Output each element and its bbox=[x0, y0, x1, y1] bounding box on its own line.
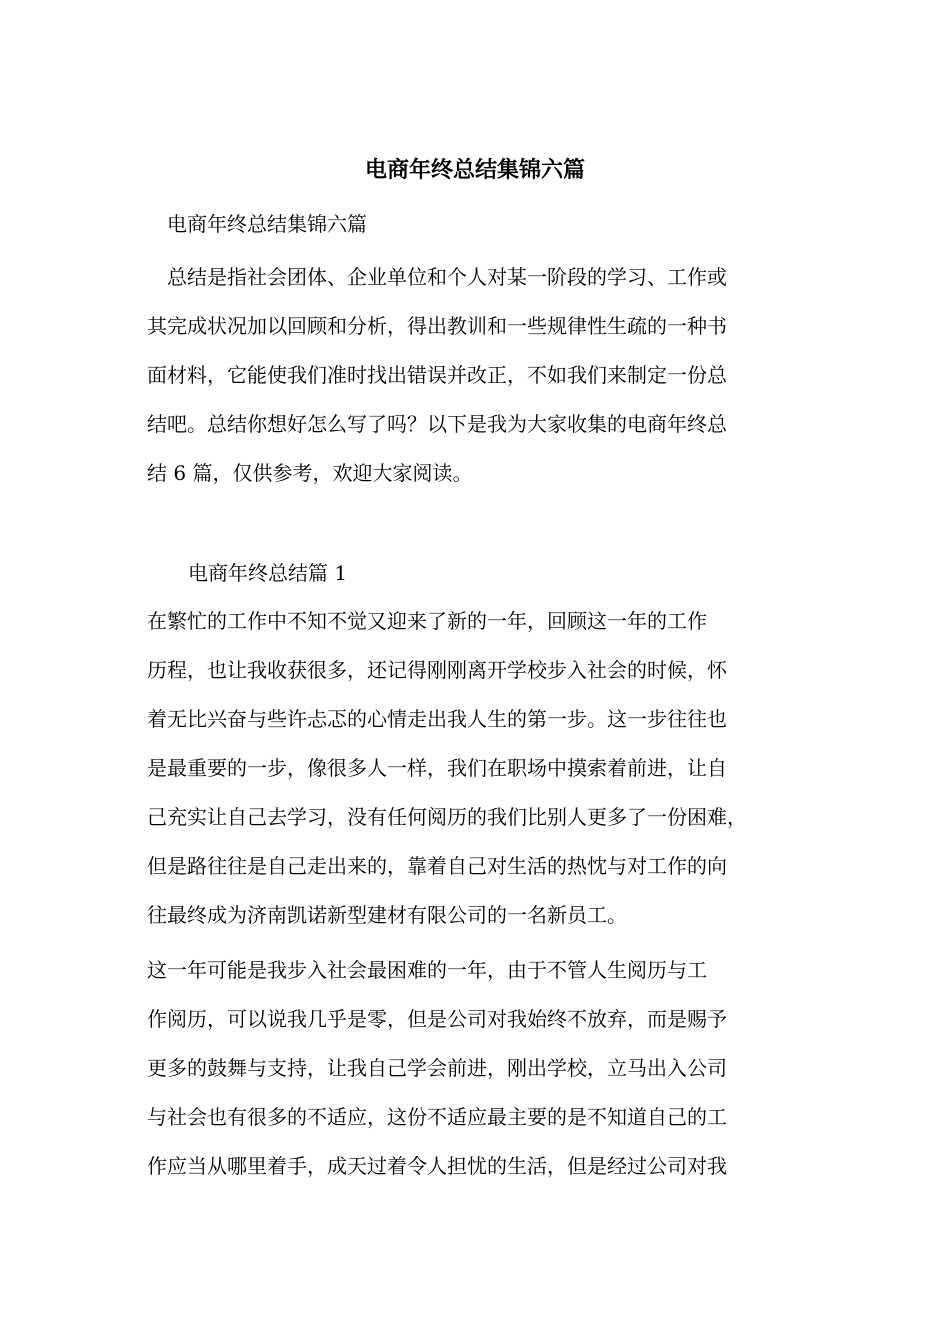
paragraph-line: 着无比兴奋与些许忐忑的心情走出我人生的第一步。这一步往往也 bbox=[147, 707, 727, 731]
paragraph-line: 但是路往往是自己走出来的，靠着自己对生活的热忱与对工作的向 bbox=[147, 854, 727, 878]
paragraph-line: 在繁忙的工作中不知不觉又迎来了新的一年，回顾这一年的工作 bbox=[147, 609, 707, 633]
body-paragraph-1 bbox=[147, 597, 837, 940]
paragraph-line: 作应当从哪里着手，成天过着令人担忧的生活，但是经过公司对我 bbox=[147, 1154, 727, 1178]
section-heading: 电商年终总结篇 1 bbox=[188, 561, 348, 585]
paragraph-line: 与社会也有很多的不适应，这份不适应最主要的是不知道自己的工 bbox=[147, 1105, 727, 1129]
intro-line: 结吧。总结你想好怎么写了吗？以下是我为大家收集的电商年终总 bbox=[147, 412, 727, 436]
document-title: 电商年终总结集锦六篇 bbox=[364, 158, 585, 183]
paragraph-line: 是最重要的一步，像很多人一样，我们在职场中摸索着前进，让自 bbox=[147, 756, 727, 780]
paragraph-line: 己充实让自己去学习，没有任何阅历的我们比别人更多了一份困难， bbox=[147, 805, 747, 829]
paragraph-line: 这一年可能是我步入社会最困难的一年，由于不管人生阅历与工 bbox=[147, 958, 707, 982]
paragraph-line: 更多的鼓舞与支持，让我自己学会前进，刚出学校，立马出入公司 bbox=[147, 1056, 727, 1080]
paragraph-line: 往最终成为济南凯诺新型建材有限公司的一名新员工。 bbox=[147, 903, 627, 927]
intro-line: 面材料，它能使我们准时找出错误并改正，不如我们来制定一份总 bbox=[147, 363, 727, 387]
paragraph-line: 历程，也让我收获很多，还记得刚刚离开学校步入社会的时候，怀 bbox=[147, 658, 727, 682]
intro-line: 总结是指社会团体、企业单位和个人对某一阶段的学习、工作或 bbox=[147, 265, 727, 289]
intro-line: 其完成状况加以回顾和分析，得出教训和一些规律性生疏的一种书 bbox=[147, 314, 727, 338]
body-paragraph-2 bbox=[147, 946, 837, 1191]
intro-line: 结 6 篇，仅供参考，欢迎大家阅读。 bbox=[147, 461, 473, 485]
paragraph-line: 作阅历，可以说我几乎是零，但是公司对我始终不放弃，而是赐予 bbox=[147, 1007, 727, 1031]
intro-paragraph bbox=[147, 253, 837, 498]
document-subtitle: 电商年终总结集锦六篇 bbox=[167, 212, 367, 236]
